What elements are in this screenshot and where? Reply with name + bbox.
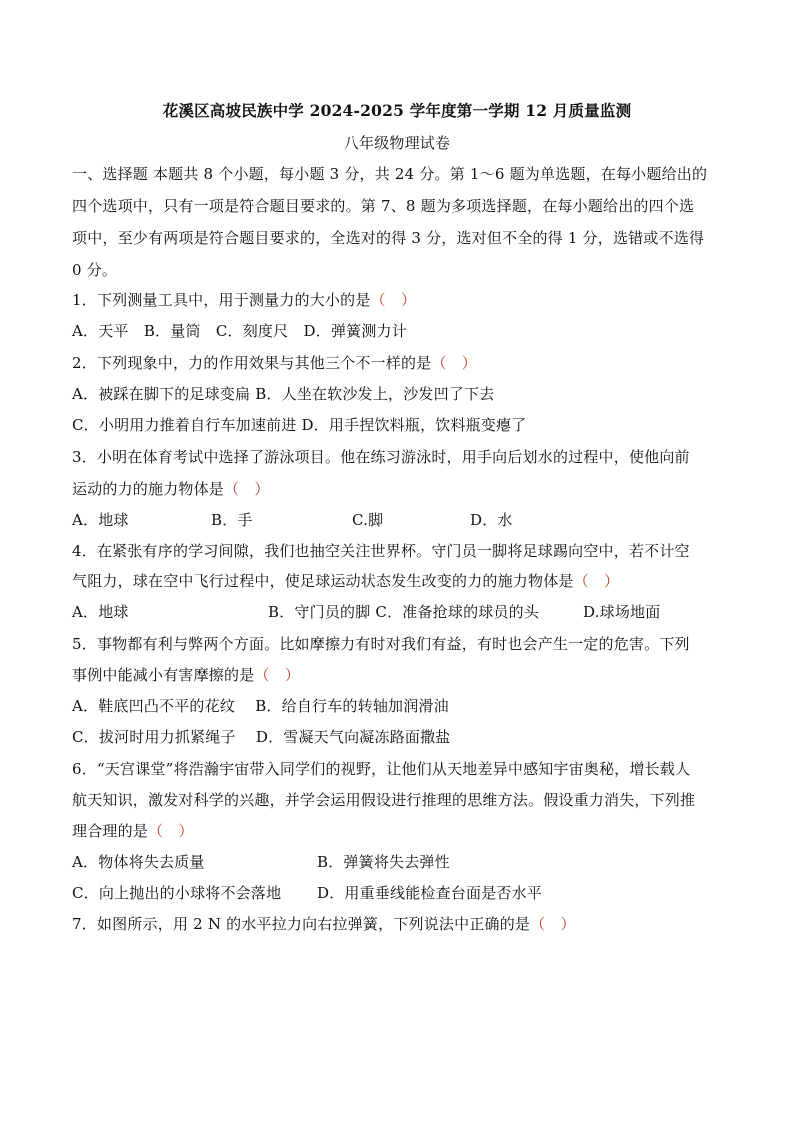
question-stem: 气阻力，球在空中飞行过程中，使足球运动状态发生改变的力的施力物体是 [72,572,574,590]
option-d: D．用重垂线能检查台面是否水平 [317,884,543,902]
section-intro-line: 四个选项中，只有一项是符合题目要求的。第 7、8 题为多项选择题，在每小题给出的四个选 [72,197,695,215]
question-4-stem: 4．在紧张有序的学习间隙，我们也抽空关注世界杯。守门员一脚将足球踢向空中，若不计空 [72,542,690,560]
question-3 [72,479,722,499]
answer-paren: （ ） [573,572,620,590]
question-1-options: A．天平 B．量筒 C．刻度尺 D．弹簧测力计 [72,322,407,340]
question-stem: 1．下列测量工具中，用于测量力的大小的是 [72,291,371,309]
answer-paren: （ ） [530,915,576,933]
answer-paren: （ ） [431,354,477,372]
question-7 [72,914,722,934]
question-2 [72,353,722,373]
question-stem: 2．下列现象中，力的作用效果与其他三个不一样的是 [72,354,432,372]
question-4 [72,571,722,591]
option-a: A．地球 [72,511,129,529]
option-c: C.脚 [352,511,384,529]
question-stem: 理合理的是 [72,822,149,840]
option-bc: B．守门员的脚 C．准备抢球的球员的头 [268,603,540,621]
question-3-stem: 3．小明在体育考试中选择了游泳项目。他在练习游泳时，用手向后划水的过程中，使他向前 [72,448,690,466]
option-c: C．向上抛出的小球将不会落地 [72,884,282,902]
question-5-options-ab: A．鞋底凹凸不平的花纹 B．给自行车的转轴加润滑油 [72,697,449,715]
exam-subtitle: 八年级物理试卷 [343,134,451,152]
question-5-options-cd: C．拔河时用力抓紧绳子 D．雪凝天气向凝冻路面撒盐 [72,728,451,746]
question-6 [72,821,722,841]
question-6-stem: 航天知识，激发对科学的兴趣，并学会运用假设进行推理的思维方法。假设重力消失，下列推 [72,791,696,809]
question-5-stem: 5．事物都有利与弊两个方面。比如摩擦力有时对我们有益，有时也会产生一定的危害。下列 [72,635,690,653]
question-stem: 7．如图所示，用 2 N 的水平拉力向右拉弹簧，下列说法中正确的是 [72,915,531,933]
option-d: D．水 [470,511,513,529]
section-intro-line: 0 分。 [72,261,118,279]
option-a: A．地球 [72,603,129,621]
question-6-stem: 6．“天宫课堂”将浩瀚宇宙带入同学们的视野，让他们从天地差异中感知宇宙奥秘，增长载人 [72,760,691,778]
answer-paren: （ ） [224,480,270,498]
question-1 [72,290,722,310]
exam-title: 花溪区高坡民族中学 2024-2025 学年度第一学期 12 月质量监测 [162,101,632,120]
answer-paren: （ ） [148,822,194,840]
question-5 [72,665,722,685]
option-a: A．物体将失去质量 [72,853,205,871]
option-d: D.球场地面 [583,603,661,621]
section-intro-line: 一、选择题 本题共 8 个小题，每小题 3 分，共 24 分。第 1～6 题为单选题，在每小题给出的 [72,165,708,183]
question-stem: 事例中能减小有害摩擦的是 [72,666,255,684]
option-b: B．手 [211,511,253,529]
question-stem: 运动的力的施力物体是 [72,480,225,498]
section-intro-line: 项中，至少有两项是符合题目要求的，全选对的得 3 分，选对但不全的得 1 分，选错或不选得 [72,229,705,247]
answer-paren: （ ） [254,666,301,684]
question-2-options-ab: A．被踩在脚下的足球变扁 B．人坐在软沙发上，沙发凹了下去 [72,385,495,403]
answer-paren: （ ） [370,291,417,309]
question-2-options-cd: C．小明用力推着自行车加速前进 D．用手捏饮料瓶，饮料瓶变瘪了 [72,416,527,434]
option-b: B．弹簧将失去弹性 [317,853,450,871]
